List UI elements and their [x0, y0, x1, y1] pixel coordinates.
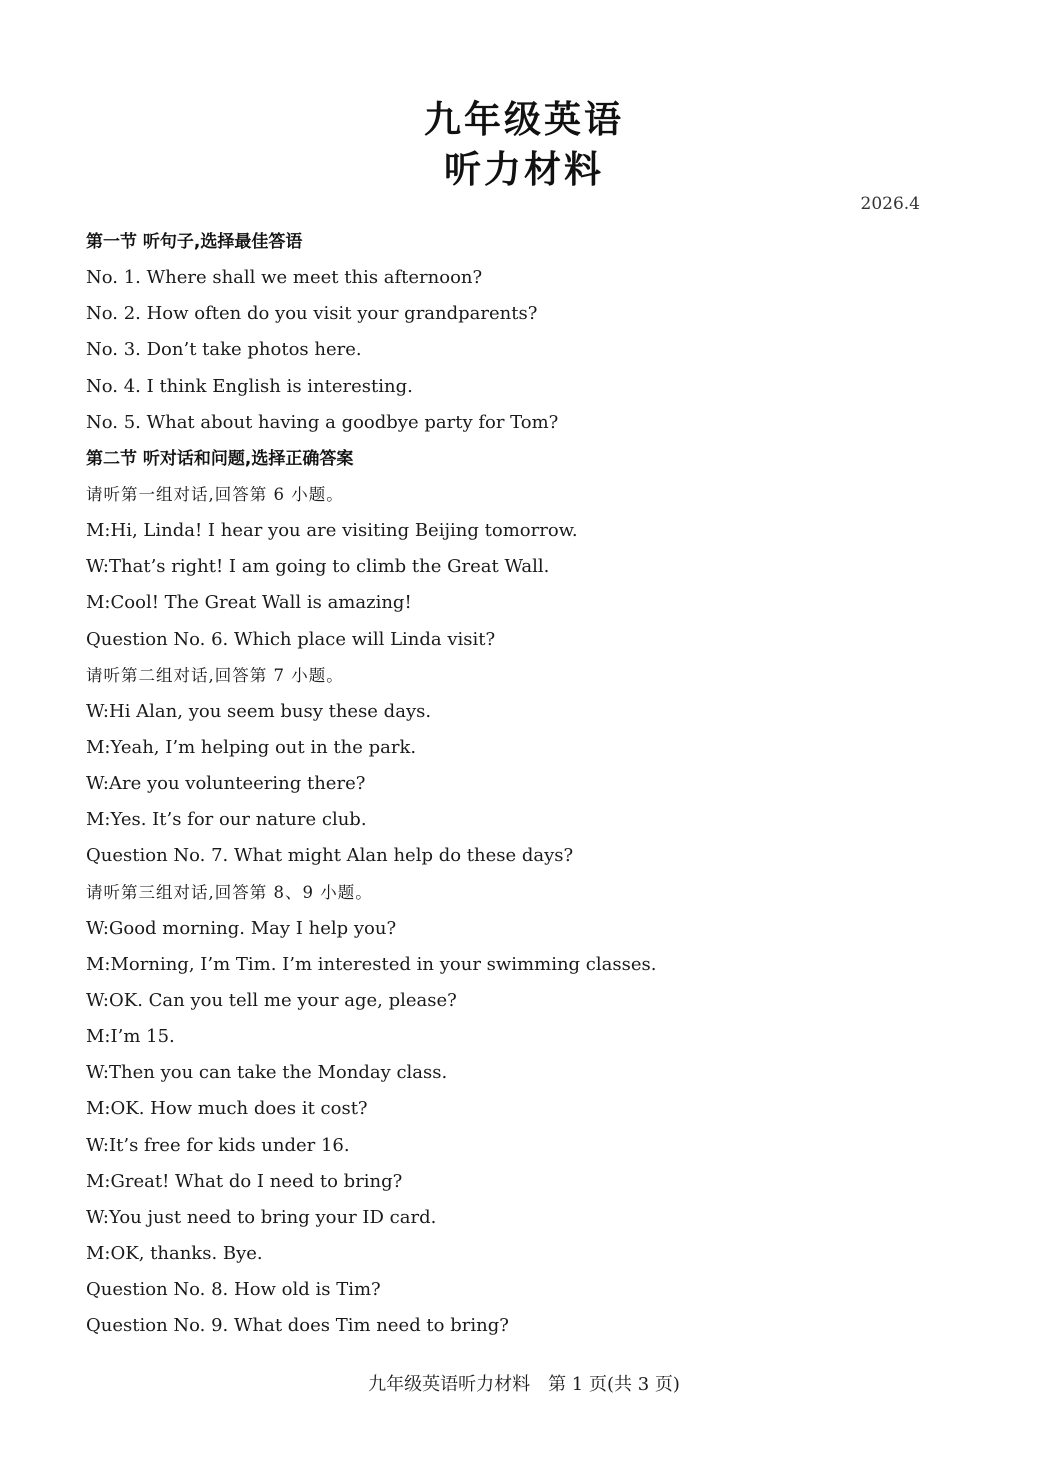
transcript-line: W:You just need to bring your ID card. [86, 1206, 437, 1228]
transcript-line: M:OK. How much does it cost? [86, 1098, 368, 1120]
transcript-line: W:OK. Can you tell me your age, please? [86, 989, 457, 1011]
transcript-line: No. 2. How often do you visit your grandparents? [86, 303, 538, 325]
transcript-line: M:Cool! The Great Wall is amazing! [86, 592, 412, 614]
instruction-line: 请听第三组对话,回答第 8、9 小题。 [86, 882, 373, 902]
transcript-line: M:I’m 15. [86, 1026, 175, 1048]
transcript-line: No. 3. Don’t take photos here. [86, 339, 362, 361]
transcript-line: W:Then you can take the Monday class. [86, 1062, 448, 1084]
transcript-line: Question No. 8. How old is Tim? [86, 1279, 381, 1301]
transcript-line: M:Hi, Linda! I hear you are visiting Beijing tomorrow. [86, 520, 578, 542]
transcript-line: W:It’s free for kids under 16. [86, 1134, 350, 1156]
instruction-line: 请听第二组对话,回答第 7 小题。 [86, 665, 344, 685]
transcript-line: W:Hi Alan, you seem busy these days. [86, 700, 432, 722]
transcript-line: W:Good morning. May I help you? [86, 917, 397, 939]
page-title: 九年级英语 [424, 98, 624, 141]
transcript-line: M:Yeah, I’m helping out in the park. [86, 736, 417, 758]
transcript-body [86, 228, 986, 1348]
transcript-line: No. 5. What about having a goodbye party for Tom? [86, 411, 559, 433]
transcript-line: M:Great! What do I need to bring? [86, 1170, 403, 1192]
transcript-line: Question No. 6. Which place will Linda visit? [86, 628, 496, 650]
page-subtitle: 听力材料 [444, 148, 604, 191]
transcript-line: M:OK, thanks. Bye. [86, 1242, 263, 1264]
transcript-line: W:That’s right! I am going to climb the Great Wall. [86, 556, 550, 578]
document-date: 2026.4 [860, 194, 920, 214]
page-footer: 九年级英语听力材料 第 1 页(共 3 页) [368, 1374, 680, 1395]
transcript-line: Question No. 9. What does Tim need to bring? [86, 1315, 509, 1337]
instruction-line: 请听第一组对话,回答第 6 小题。 [86, 484, 344, 504]
section-heading: 第二节 听对话和问题,选择正确答案 [86, 448, 354, 469]
transcript-line: No. 4. I think English is interesting. [86, 375, 413, 397]
section-heading: 第一节 听句子,选择最佳答语 [86, 232, 303, 252]
transcript-line: No. 1. Where shall we meet this afternoon? [86, 267, 483, 289]
transcript-line: M:Yes. It’s for our nature club. [86, 809, 367, 831]
transcript-line: M:Morning, I’m Tim. I’m interested in your swimming classes. [86, 953, 657, 975]
transcript-line: W:Are you volunteering there? [86, 773, 366, 795]
transcript-line: Question No. 7. What might Alan help do these days? [86, 845, 574, 867]
